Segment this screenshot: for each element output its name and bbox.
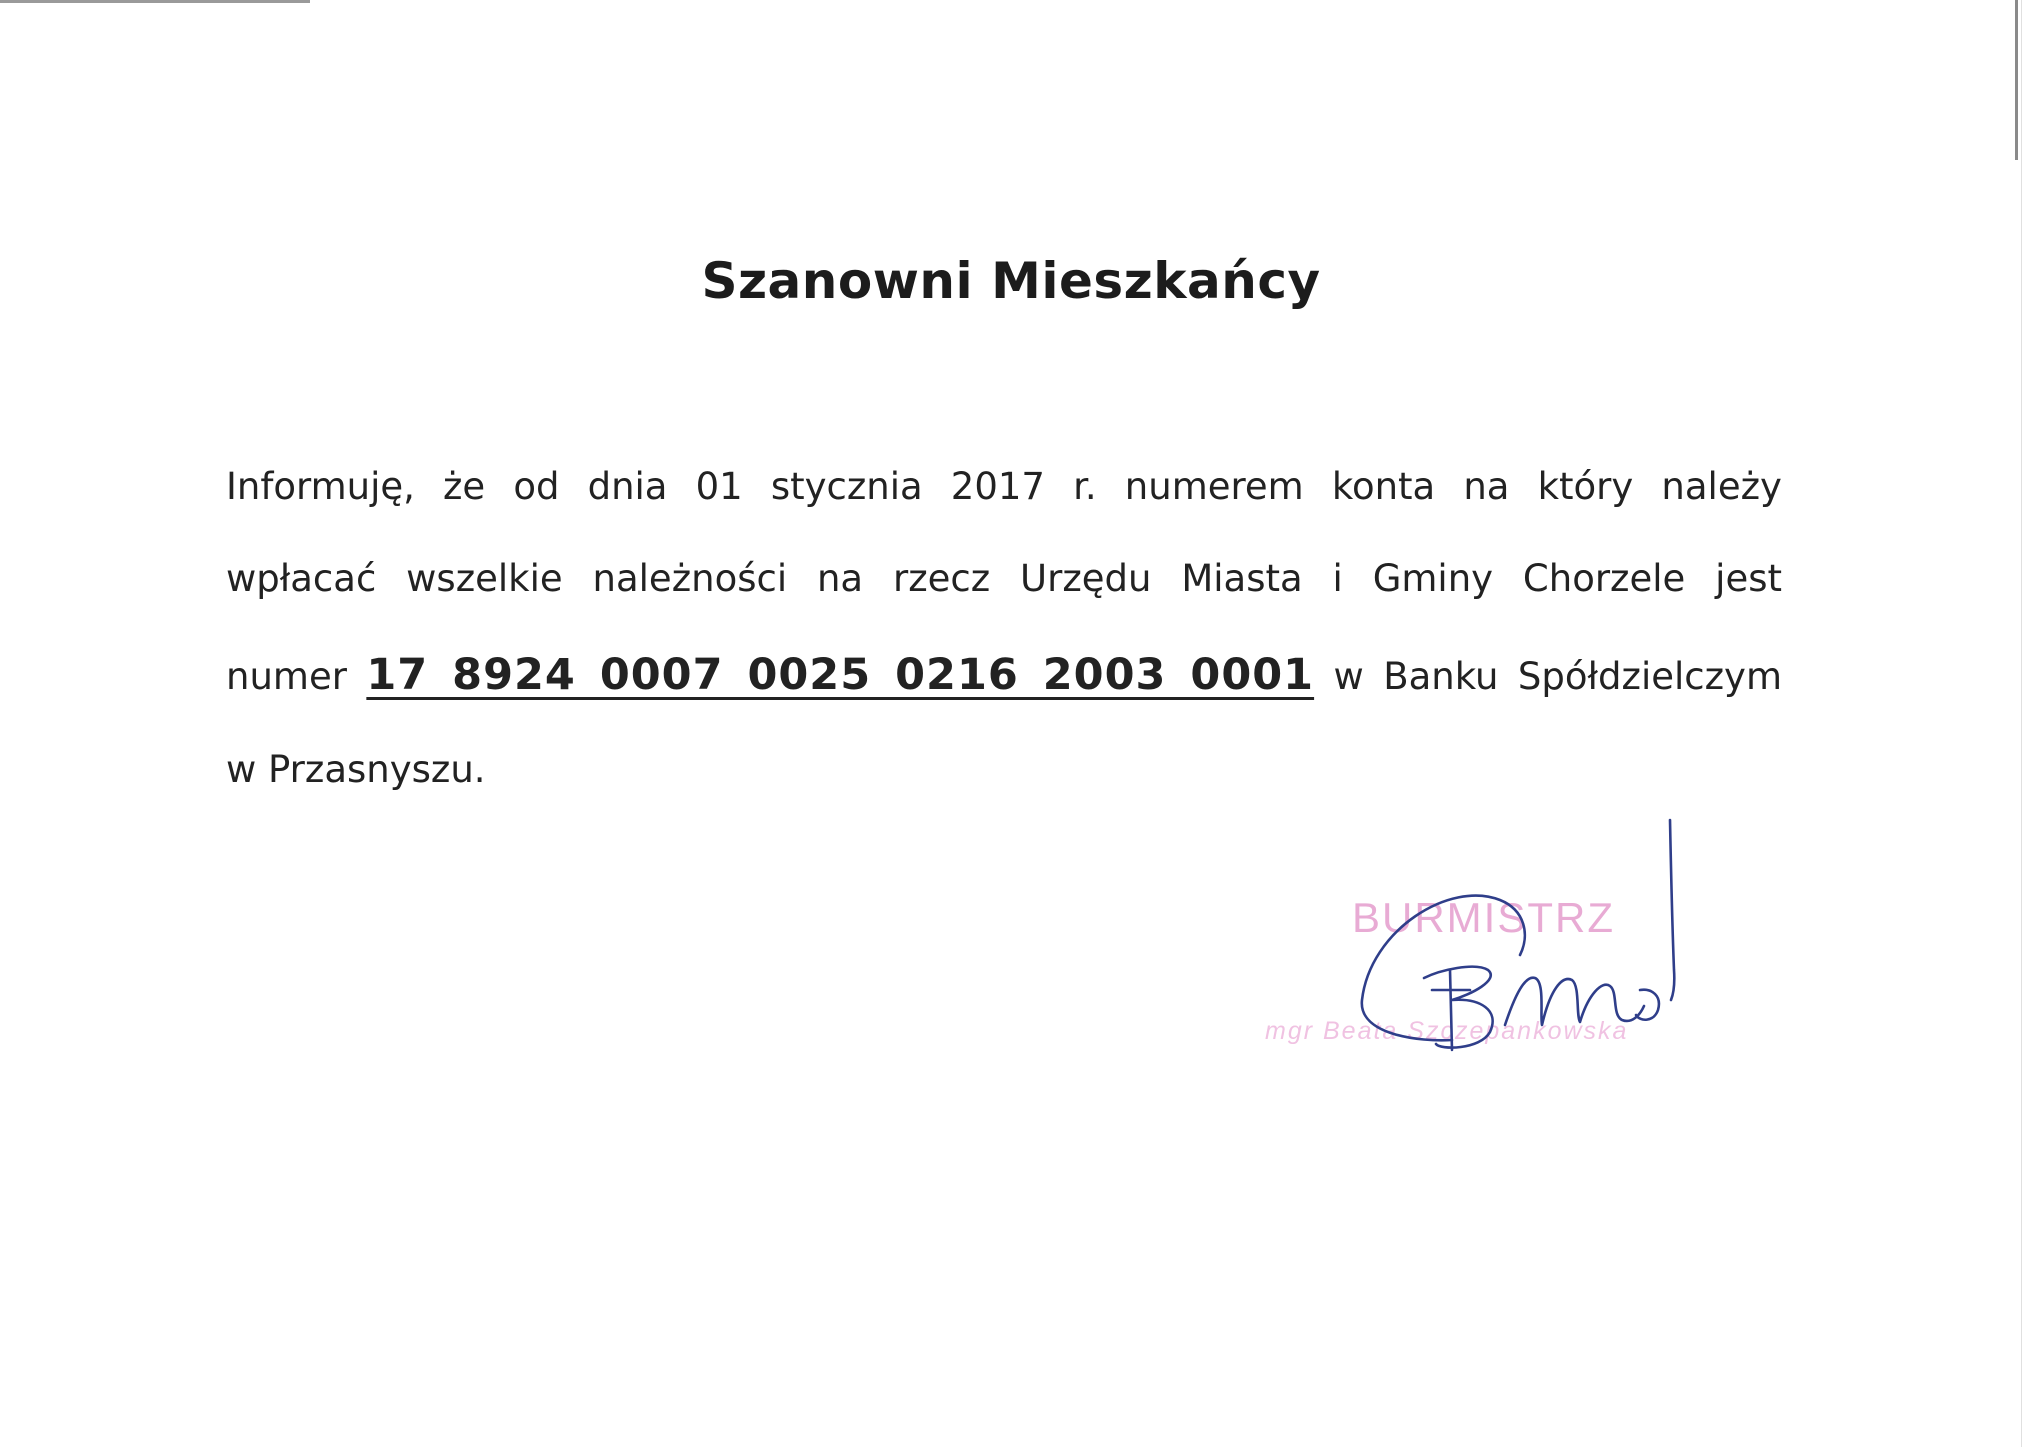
word: 2017 xyxy=(950,465,1045,508)
body-line-1 xyxy=(226,465,1782,508)
word: należy xyxy=(1661,465,1782,508)
word: Gminy xyxy=(1372,557,1494,600)
scan-edge-mark xyxy=(0,0,310,3)
word: i xyxy=(1332,557,1343,600)
body-line-4 xyxy=(226,748,1782,791)
word: r. xyxy=(1073,465,1097,508)
word: numer xyxy=(226,655,347,698)
word: w xyxy=(1333,655,1364,698)
word: numerem xyxy=(1124,465,1304,508)
bank-account-number: 17 8924 0007 0025 0216 2003 0001 xyxy=(366,650,1315,700)
word: który xyxy=(1537,465,1634,508)
word: stycznia xyxy=(770,465,923,508)
word: konta xyxy=(1331,465,1436,508)
word: wpłacać xyxy=(226,557,377,600)
word: Banku xyxy=(1383,655,1499,698)
word: w Przasnyszu. xyxy=(226,748,486,791)
word: że xyxy=(443,465,486,508)
word: rzecz xyxy=(892,557,991,600)
document-title: Szanowni Mieszkańcy xyxy=(701,252,1321,310)
word: Spółdzielczym xyxy=(1517,655,1782,698)
body-line-3 xyxy=(226,650,1782,700)
stamp-title: BURMISTRZ xyxy=(1352,894,1615,941)
word: Informuję, xyxy=(226,465,415,508)
word: od xyxy=(513,465,560,508)
word: wszelkie xyxy=(406,557,563,600)
body-line-2 xyxy=(226,557,1782,600)
handwritten-signature-icon xyxy=(1340,810,1700,1070)
stamp-name: mgr Beata Szczepankowska xyxy=(1265,1017,1629,1045)
word: na xyxy=(1463,465,1510,508)
word: należności xyxy=(592,557,788,600)
word: 01 xyxy=(695,465,743,508)
word: dnia xyxy=(587,465,668,508)
word: Miasta xyxy=(1181,557,1303,600)
word: Urzędu xyxy=(1020,557,1152,600)
scan-edge-mark xyxy=(2015,0,2018,160)
word: Chorzele xyxy=(1522,557,1686,600)
word: jest xyxy=(1715,557,1782,600)
word: na xyxy=(816,557,864,600)
